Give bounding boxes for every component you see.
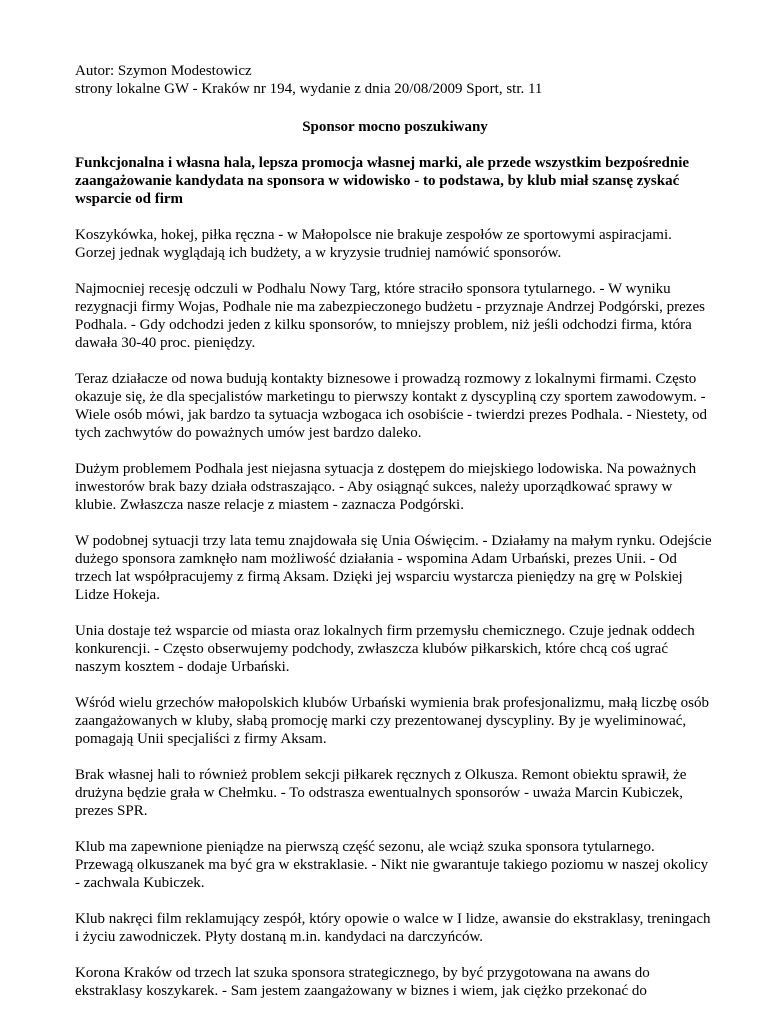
author-line: Autor: Szymon Modestowicz bbox=[75, 63, 252, 79]
paragraph: Klub nakręci film reklamujący zespół, który opowie o walce w I lidze, awansie do ekstraklasy, treningach i życiu zawodniczek. Płyty dostaną m.in. kandydaci na darczyńców. bbox=[75, 911, 711, 945]
article-lead: Funkcjonalna i własna hala, lepsza promocja własnej marki, ale przede wszystkim bezpośrednie zaangażowanie kandydata na sponsora w widowisko - to podstawa, by klub miał szansę zyskać wsparcie od firm bbox=[75, 155, 690, 207]
paragraph: Wśród wielu grzechów małopolskich klubów Urbański wymienia brak profesjonalizmu, małą liczbę osób zaangażowanych w kluby, słabą promocję marki czy prezentowanej dyscypliny. By je wyeliminować, pomagają Unii specjaliści z firmy Aksam. bbox=[75, 695, 709, 747]
source-line: strony lokalne GW - Kraków nr 194, wydanie z dnia 20/08/2009 Sport, str. 11 bbox=[75, 81, 543, 97]
paragraph: Dużym problemem Podhala jest niejasna sytuacja z dostępem do miejskiego lodowiska. Na poważnych inwestorów brak bazy działa odstraszająco. - Aby osiągnąć sukces, należy uporządkować sprawy w klubie. Zwłaszcza nasze relacje z miastem - zaznacza Podgórski. bbox=[75, 461, 697, 513]
paragraph: Najmocniej recesję odczuli w Podhalu Nowy Targ, które straciło sponsora tytularnego. - W wyniku rezygnacji firmy Wojas, Podhale nie ma zabezpieczonego budżetu - przyznaje Andrzej Podgórski, prezes Podhala. - Gdy odchodzi jeden z kilku sponsorów, to mniejszy problem, niż jeśli odchodzi firma, która dawała 30-40 proc. pieniędzy. bbox=[75, 281, 705, 351]
paragraph: Koszykówka, hokej, piłka ręczna - w Małopolsce nie brakuje zespołów ze sportowymi aspiracjami. Gorzej jednak wyglądają ich budżety, a w kryzysie trudniej namówić sponsorów. bbox=[75, 227, 672, 261]
article-title: Sponsor mocno poszukiwany bbox=[302, 119, 488, 135]
document-page bbox=[75, 62, 715, 1018]
paragraph: W podobnej sytuacji trzy lata temu znajdowała się Unia Oświęcim. - Działamy na małym rynku. Odejście dużego sponsora zamknęło nam możliwość działania - wspomina Adam Urbański, prezes Unii. - Od trzech lat współpracujemy z firmą Aksam. Dzięki jej wsparciu wystarcza pieniędzy na grę w Polskiej Lidze Hokeja. bbox=[75, 533, 712, 603]
paragraph: Korona Kraków od trzech lat szuka sponsora strategicznego, by być przygotowana na awans do ekstraklasy koszykarek. - Sam jestem zaangażowany w biznes i wiem, jak ciężko przekonać do bbox=[75, 965, 650, 999]
paragraph: Brak własnej hali to również problem sekcji piłkarek ręcznych z Olkusza. Remont obiektu sprawił, że drużyna będzie grała w Chełmku. - To odstrasza ewentualnych sponsorów - uważa Marcin Kubiczek, prezes SPR. bbox=[75, 767, 687, 819]
paragraph: Unia dostaje też wsparcie od miasta oraz lokalnych firm przemysłu chemicznego. Czuje jednak oddech konkurencji. - Często obserwujemy podchody, zwłaszcza klubów piłkarskich, które chcą coś ugrać naszym kosztem - dodaje Urbański. bbox=[75, 623, 695, 675]
paragraph: Klub ma zapewnione pieniądze na pierwszą część sezonu, ale wciąż szuka sponsora tytularnego. Przewagą olkuszanek ma być gra w ekstraklasie. - Nikt nie gwarantuje takiego poziomu w naszej okolicy - zachwala Kubiczek. bbox=[75, 839, 709, 891]
paragraph: Teraz działacze od nowa budują kontakty biznesowe i prowadzą rozmowy z lokalnymi firmami. Często okazuje się, że dla specjalistów marketingu to pierwszy kontakt z dyscypliną czy sportem zawodowym. - Wiele osób mówi, jak bardzo ta sytuacja wzbogaca ich osobiście - twierdzi prezes Podhala. - Niestety, od tych zachwytów do poważnych umów jest bardzo daleko. bbox=[75, 371, 707, 441]
